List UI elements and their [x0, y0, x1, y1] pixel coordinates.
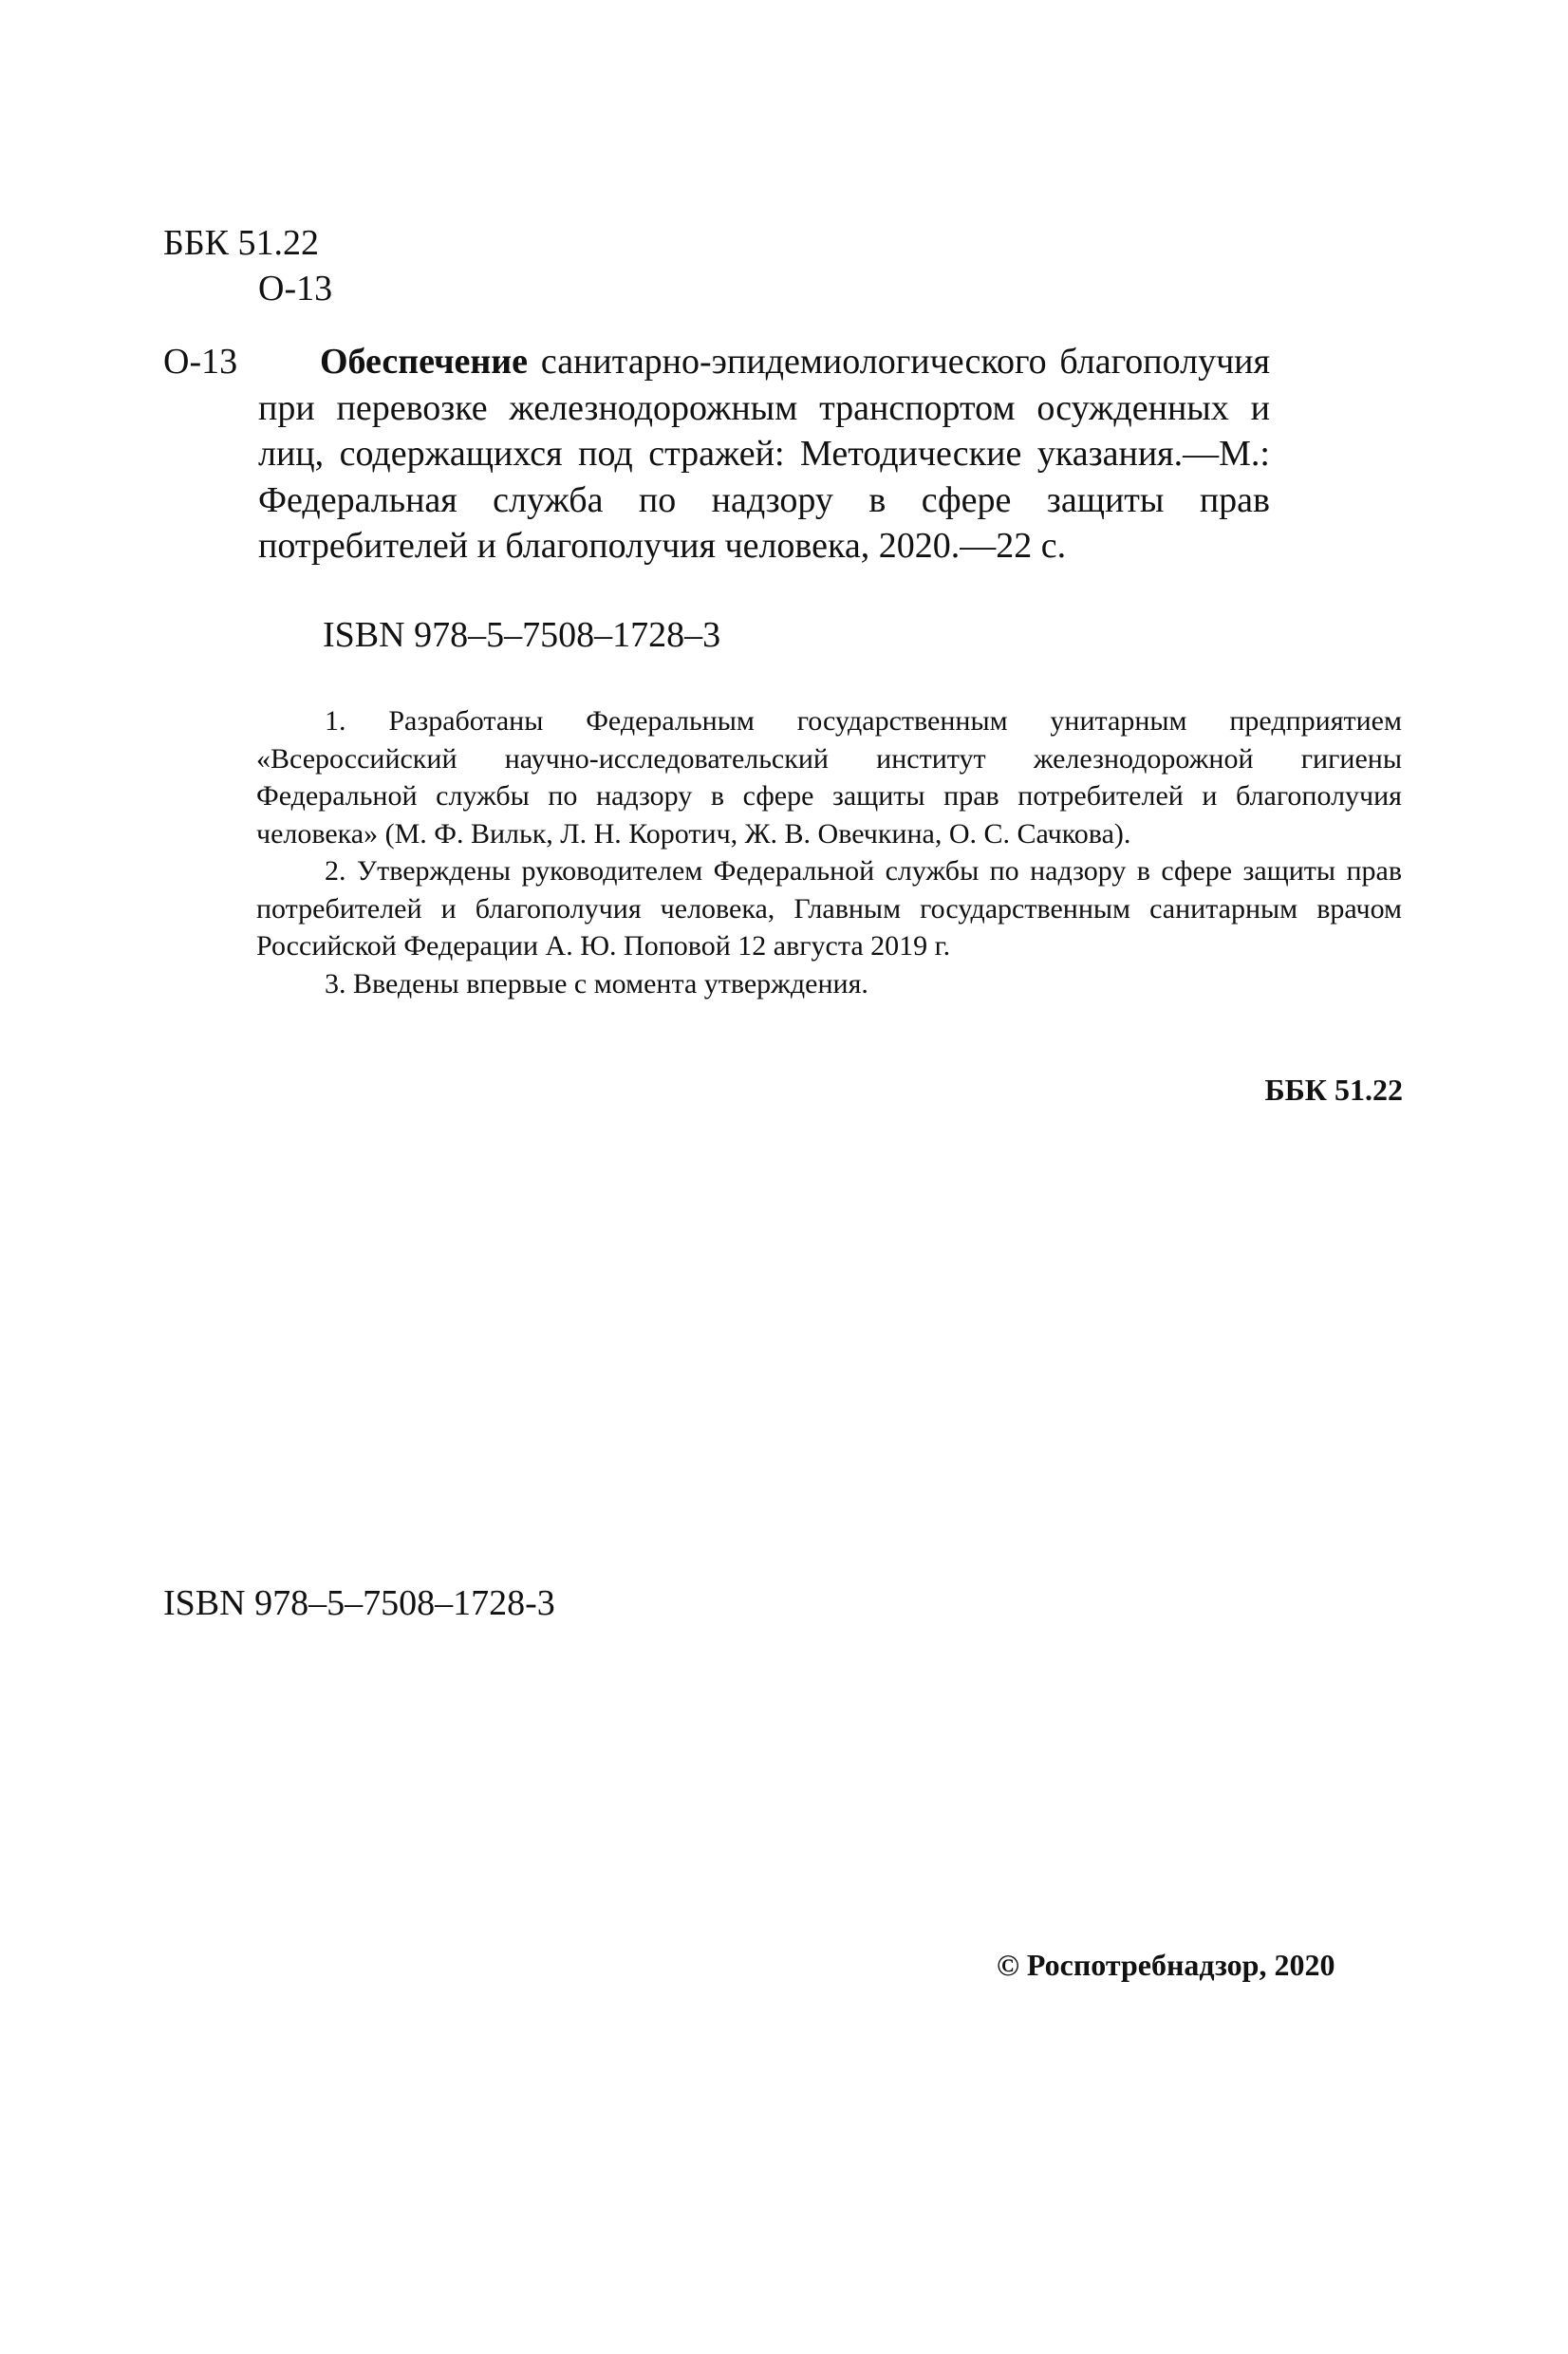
bibliographic-entry	[258, 339, 1270, 570]
entry-author-sign: О-13	[163, 342, 238, 382]
isbn-line: ISBN 978–5–7508–1728–3	[323, 615, 721, 655]
author-sign: О-13	[258, 269, 333, 308]
isbn-bottom: ISBN 978–5–7508–1728-3	[163, 1583, 555, 1623]
note-introduced: 3. Введены впервые с момента утверждения.	[325, 967, 868, 1000]
bbk-classification-right: ББК 51.22	[1264, 1073, 1403, 1107]
entry-title-lead: Обеспечение	[320, 342, 529, 382]
note-approved-by: 2. Утверждены руководителем Федеральной службы по надзору в сфере защиты прав потребителей и благополучия человека, Главным государственным санитарным врачом Российской Федерации А. Ю. Поповой 12 августа 2019 г.	[256, 855, 1402, 962]
copyright-line: © Роспотребнадзор, 2020	[997, 1948, 1335, 1982]
publication-notes	[256, 702, 1402, 1002]
note-developed-by: 1. Разработаны Федеральным государственным унитарным предприятием «Всероссийский научно-исследовательский институт железнодорожной гигиены Федеральной службы по надзору в сфере защиты прав потребителей и благополучия человека» (М. Ф. Вильк, Л. Н. Коротич, Ж. В. Овечкина, О. С. Сачкова).	[256, 705, 1402, 850]
entry-description: санитарно-эпидемиологического благополучия при перевозке железнодорожным транспортом осужденных и лиц, содержащихся под стражей: Методические указания.—М.: Федеральная служба по надзору в сфере защиты прав потребителей и благополучия человека, 2020.—22 с.	[258, 342, 1270, 566]
bbk-classification: ББК 51.22	[163, 223, 319, 263]
